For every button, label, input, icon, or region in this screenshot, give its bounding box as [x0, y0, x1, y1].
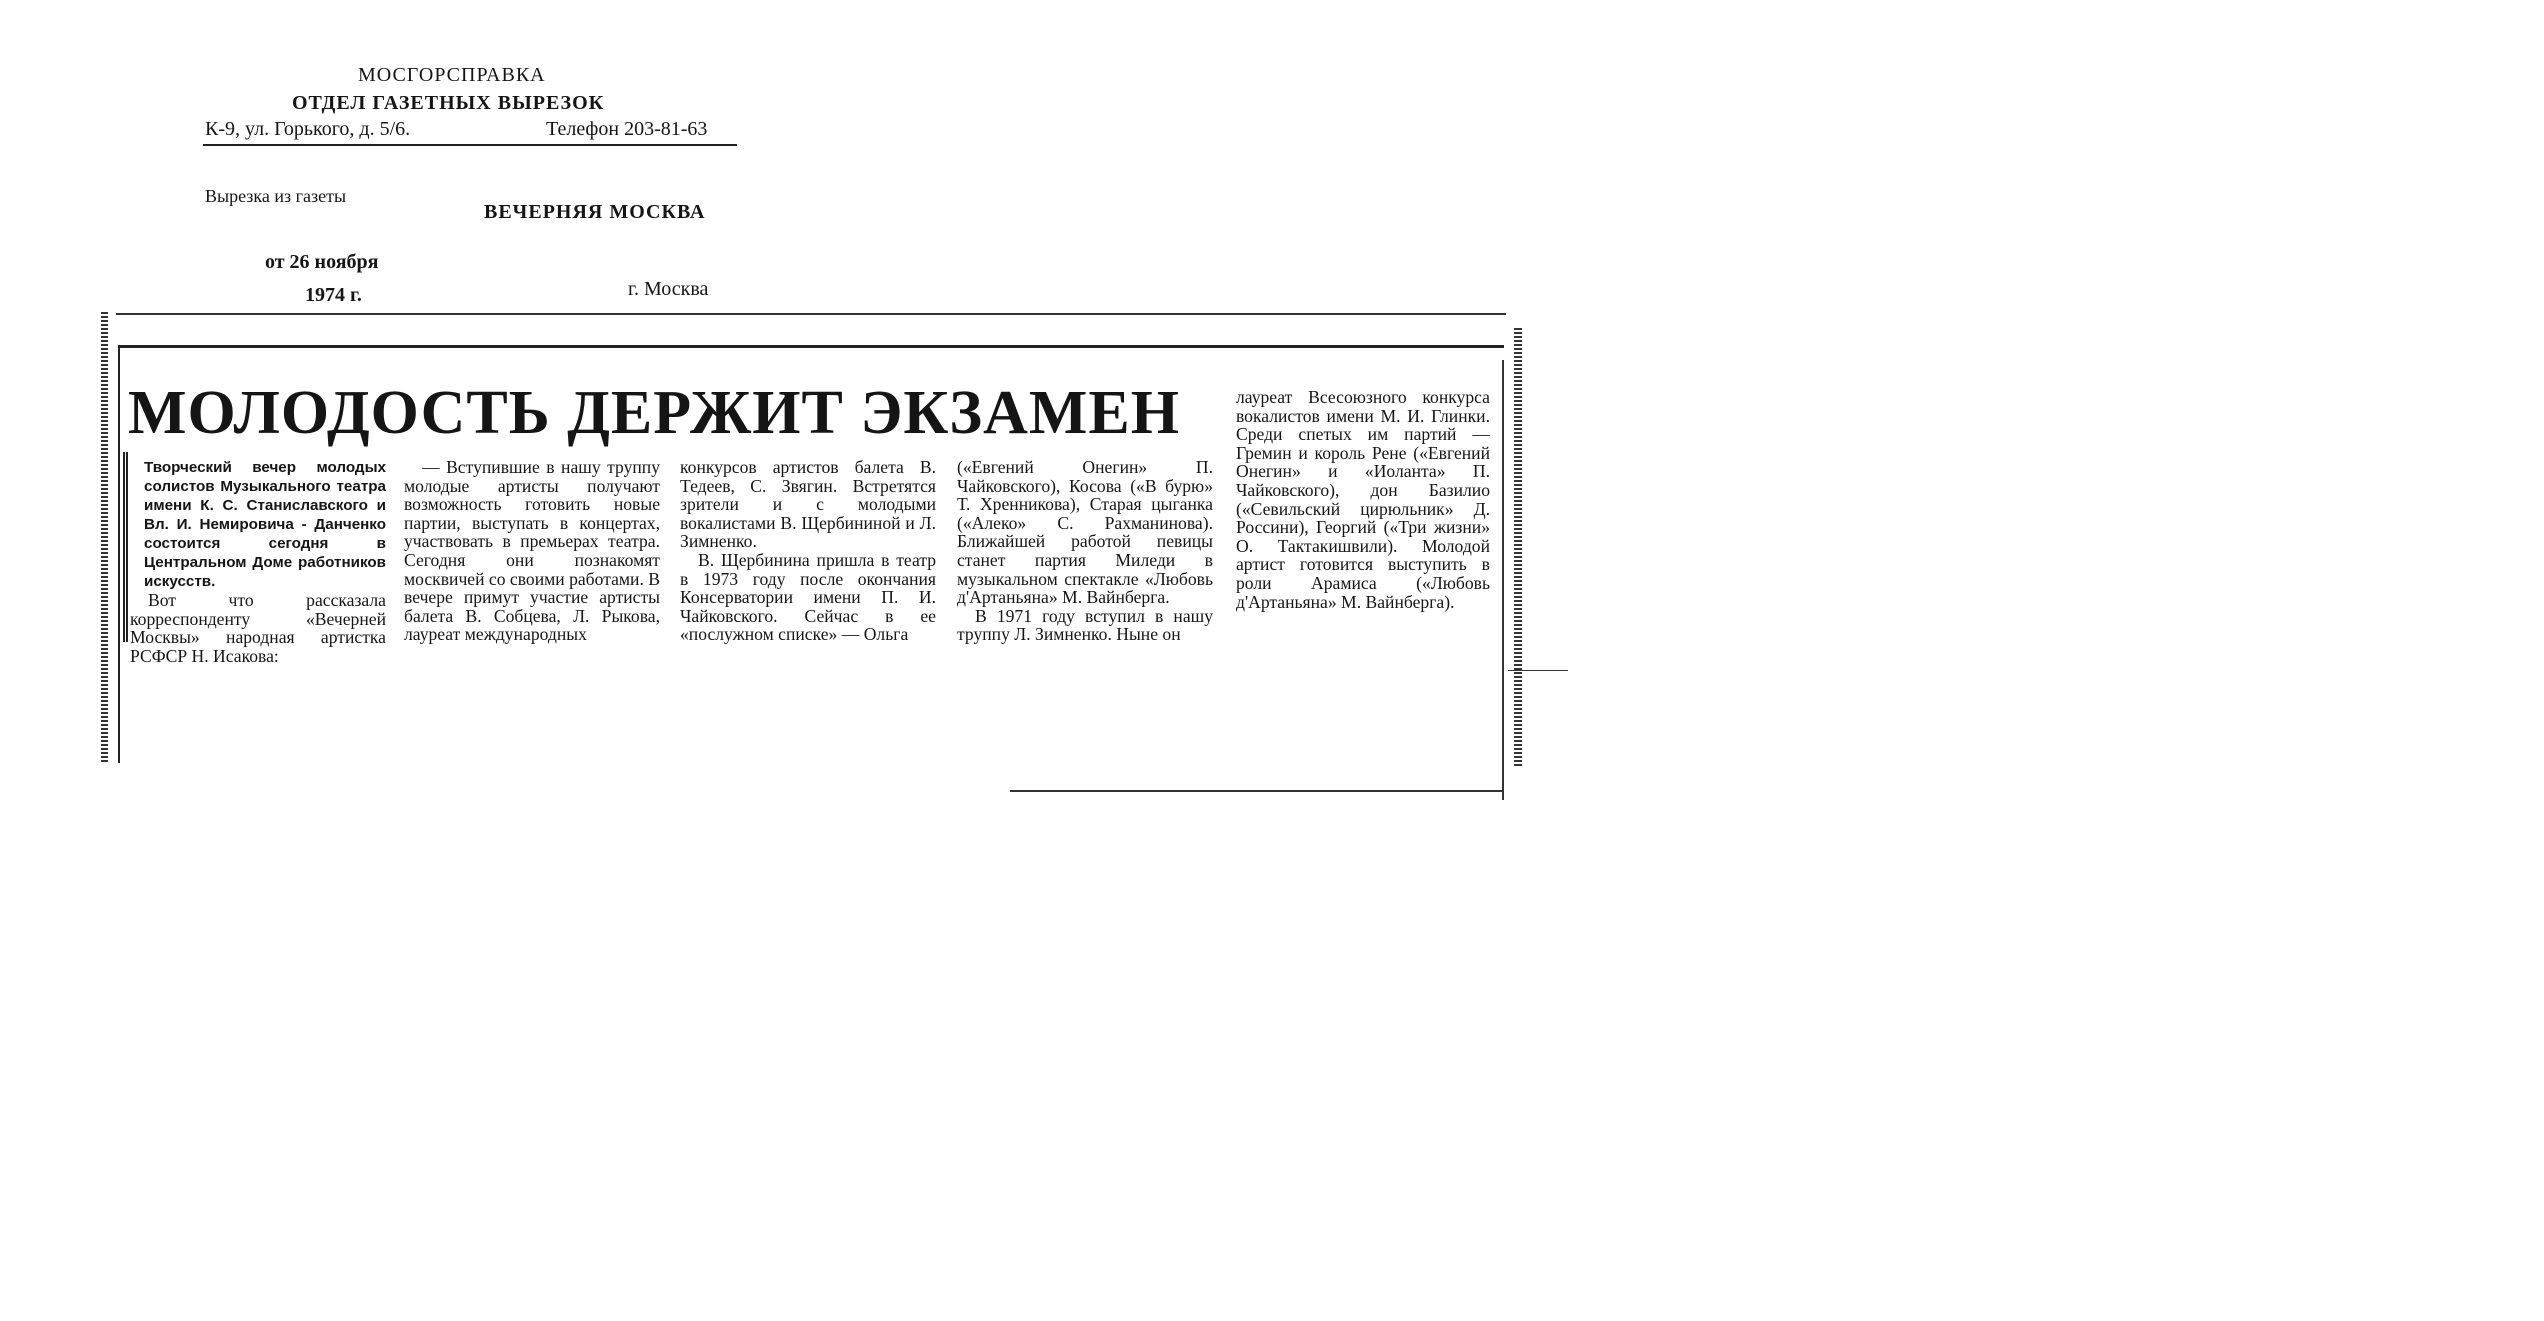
address-underline: [203, 144, 737, 146]
department-name: ОТДЕЛ ГАЗЕТНЫХ ВЫРЕЗОК: [292, 92, 605, 114]
column-3-paragraph: конкурсов артистов балета В. Тедеев, С. Звягин. Встретятся зрители и с молодыми вокалистами В. Щербининой и Л. Зимненко.: [680, 457, 936, 552]
column-4-paragraph: («Евгений Онегин» П. Чайковского), Косова («В бурю» Т. Хренникова), Старая цыганка («Алеко» С. Рахманинова). Ближайшей работой певицы станет партия Миледи в музыкальном спектакле «Любовь д'Артаньяна» М. Вайнберга.: [957, 457, 1213, 608]
article-column-4: [957, 458, 1213, 644]
margin-line: [1508, 670, 1568, 671]
lead-rule: [123, 452, 128, 642]
column-1-paragraph: [130, 591, 386, 665]
article-box-top: [118, 345, 1504, 348]
newspaper-name: ВЕЧЕРНЯЯ МОСКВА: [484, 201, 706, 223]
bureau-phone: Телефон 203-81-63: [546, 118, 708, 140]
clipping-date: от 26 ноября: [265, 251, 379, 273]
column-1-text: Вот что рассказала корреспонденту «Вечерней Москвы» народная артистка РСФСР Н. Исакова:: [130, 590, 386, 666]
article-column-1: [130, 458, 386, 665]
column-2-paragraph: [404, 458, 660, 644]
article-column-5: [1236, 388, 1490, 611]
column-2-text: — Вступившие в нашу труппу молодые артисты получают возможность готовить новые партии, выступать в концертах, участвовать в премьерах театра. Сегодня они познакомят москвичей со своими работами. В вечере примут участие артисты балета В. Собцева, Л. Рыкова, лауреат международных: [404, 457, 660, 645]
clipping-from-label: Вырезка из газеты: [205, 186, 347, 206]
clipping-year: 1974 г.: [305, 284, 362, 306]
bureau-name: МОСГОРСПРАВКА: [358, 64, 546, 86]
clipping-frame-left-edge: [101, 312, 108, 762]
article-box-left: [118, 345, 120, 763]
bureau-address: К-9, ул. Горького, д. 5/6.: [205, 118, 411, 140]
article-lead: Творческий вечер молодых солистов Музыкального театра имени К. С. Станиславского и Вл. И. Немировича - Данченко состоится сегодня в Центральном Доме работников искусств.: [144, 459, 386, 590]
article-box-right: [1502, 360, 1504, 800]
column-5-paragraph: лауреат Всесоюзного конкурса вокалистов имени М. И. Глинки. Среди спетых им партий — Гремин и король Рене («Евгений Онегин» и «Иоланта» П. Чайковского), дон Базилио («Севильский цирюльник» Д. Россини), Георгий («Три жизни» О. Тактакишвили). Молодой артист готовится выступить в роли Арамиса («Любовь д'Артаньяна» М. Вайнберга).: [1236, 387, 1490, 612]
article-box-bottom: [1010, 790, 1504, 792]
column-4-text: В 1971 году вступил в нашу труппу Л. Зимненко. Ныне он: [957, 605, 1213, 645]
column-3-text: В. Щербинина пришла в театр в 1973 году после окончания Консерватории имени П. И. Чайковского. Сейчас в ее «послужном списке» — Ольга: [680, 549, 936, 645]
article-headline: МОЛОДОСТЬ ДЕРЖИТ ЭКЗАМЕН: [128, 379, 1180, 447]
clipping-city: г. Москва: [628, 278, 709, 300]
clipping-frame-right-edge: [1514, 328, 1522, 768]
column-4-paragraph-2: [957, 607, 1213, 644]
article-column-2: [404, 458, 660, 644]
clipping-frame-top: [116, 313, 1506, 315]
article-column-3: [680, 458, 936, 644]
column-3-paragraph-2: [680, 551, 936, 644]
